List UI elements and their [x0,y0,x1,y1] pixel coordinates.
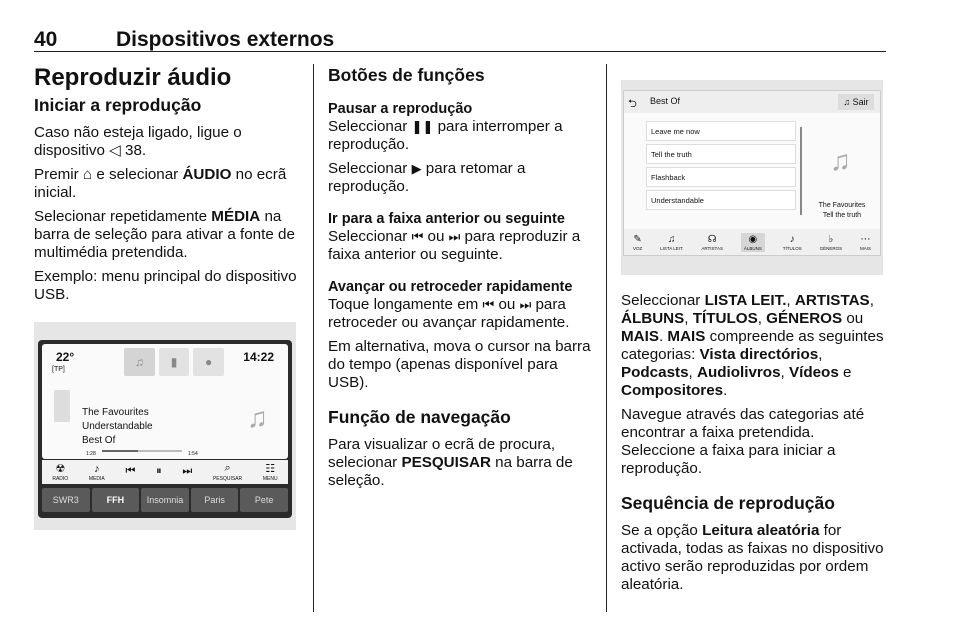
next-track-icon: ⏭ [519,297,532,312]
category-label: TÍTULOS [782,245,802,251]
category-button[interactable] [860,234,871,251]
preset-button[interactable]: Paris [191,488,239,512]
header-rule [34,51,886,52]
selection-bar-button[interactable] [182,465,192,479]
paragraph: Seleccionar ▶ para retomar a reprodução. [328,160,526,195]
column-1 [34,64,300,310]
preset-bar [42,488,288,512]
paragraph: Seleccionar ⏮ ou ⏭ para reproduzir a faixa anterior ou seguinte. [328,228,581,263]
list-item[interactable]: Flashback [646,167,796,187]
column-3 [621,292,887,600]
track-title: The Favourites [82,407,149,418]
section-heading: Reproduzir áudio [34,64,232,91]
browse-menu-screenshot [621,80,883,275]
button-label: RADIO [52,476,69,482]
tp-indicator: [TP] [52,366,65,373]
album-art-icon: ♫ [247,402,268,433]
device-icon [54,390,70,422]
usb-icon[interactable]: ▮ [159,348,190,376]
paragraph: Para visualizar o ecrã de procura, selecionar PESQUISAR na barra de seleção. [328,436,573,489]
list-item[interactable]: Leave me now [646,121,796,141]
category-label: LISTA LEIT. [660,245,684,251]
temperature: 22° [56,350,75,364]
category-label: VOZ [632,245,643,251]
page-number: 40 [34,28,58,51]
selection-bar [42,460,288,484]
category-button[interactable] [820,234,843,251]
selection-bar-button[interactable] [156,465,162,479]
pause-icon: ❚❚ [411,119,434,134]
subsection-heading: Sequência de reprodução [621,493,835,513]
category-button[interactable] [701,234,723,251]
button-icon: ☷ [265,463,276,475]
category-icon: ◉ [748,233,758,245]
subsection-title: Avançar ou retroceder rapidamente [328,279,573,295]
category-icon: ♪ [789,233,795,245]
home-icon: ⌂ [82,166,93,183]
subsection-title: Ir para a faixa anterior ou seguinte [328,211,565,227]
display-screen [42,344,288,459]
preset-button[interactable]: SWR3 [42,488,90,512]
subsection-title: Pausar a reprodução [328,101,473,117]
subsection-heading: Iniciar a reprodução [34,95,202,115]
category-label: MAIS [860,245,872,251]
button-icon: ⏭ [182,465,193,477]
preset-button[interactable]: Insomnia [141,488,189,512]
category-button[interactable] [741,233,765,252]
paragraph: Seleccionar LISTA LEIT., ARTISTAS, ÁLBUNS, TÍTULOS, GÉNEROS ou MAIS. MAIS compreende as seguintes categorias: Vista directórios, Podcasts, Audiolivros, Vídeos e Compositores. [621,292,884,399]
paragraph: Se a opção Leitura aleatória for activada, todas as faixas no dispositivo activo serão reproduzidas por ordem aleatória. [621,522,884,593]
info-artist: The Favourites [818,202,866,209]
category-icon: ♫ [668,233,676,245]
category-icon: ☊ [707,233,717,245]
album-art-icon: ♫ [830,145,851,176]
paragraph: Seleccionar ❚❚ para interromper a reprodução. [328,118,563,153]
subsection-heading: Função de navegação [328,407,511,427]
paragraph: Caso não esteja ligado, ligue o dispositivo ◁ 38. [34,124,242,159]
selection-bar-button[interactable] [89,463,105,482]
progress-fill [102,450,138,452]
column-divider-2 [606,64,607,612]
paragraph: Em alternativa, mova o cursor na barra do tempo (apenas disponível para USB). [328,338,591,391]
preset-button[interactable]: Pete [240,488,288,512]
category-button[interactable] [783,234,802,251]
category-icon: ⋯ [860,233,871,245]
paragraph: Selecionar repetidamente MÉDIA na barra de seleção para ativar a fonte de multimédia pretendida. [34,208,295,261]
button-icon: ⏮ [125,465,136,477]
button-icon: ⌕ [224,462,231,474]
scrollbar[interactable] [800,127,802,215]
display-frame [38,340,292,518]
clock: 14:22 [243,350,274,364]
progress-bar[interactable] [102,450,182,452]
button-label: PESQUISAR [212,476,243,482]
paragraph: Premir ⌂ e selecionar ÁUDIO no ecrã inicial. [34,166,287,201]
track-artist: Understandable [82,421,153,432]
selection-bar-button[interactable] [263,462,278,482]
section-heading: Botões de funções [328,65,485,85]
selection-bar-button[interactable] [125,465,135,479]
category-icon: ♭ [828,233,834,245]
play-icon: ▶ [411,161,422,176]
list-item[interactable]: Tell the truth [646,144,796,164]
paragraph: Navegue através das categorias até encontrar a faixa pretendida. Seleccione a faixa para iniciar a reprodução. [621,406,865,477]
exit-button[interactable]: ♫ Sair [838,94,874,110]
now-playing-info [804,201,880,221]
back-icon[interactable]: ⮌ [628,98,637,110]
category-icon: ✎ [633,233,642,245]
previous-track-icon: ⏮ [482,297,495,312]
track-list [646,121,796,213]
column-divider-1 [313,64,314,612]
paragraph: Exemplo: menu principal do dispositivo USB. [34,268,297,303]
category-label: GÉNEROS [819,245,843,251]
button-icon: ☢ [55,463,66,475]
display-screen [623,90,881,256]
info-track: Tell the truth [822,212,862,219]
time-elapsed: 1:28 [86,451,96,457]
next-track-icon: ⏭ [448,229,461,244]
paragraph: Toque longamente em ⏮ ou ⏭ para retroceder ou avançar rapidamente. [328,296,570,331]
column-2 [328,64,594,496]
category-button[interactable] [660,234,683,251]
list-title: Best Of [650,96,681,106]
usb-main-menu-screenshot [34,322,296,530]
button-label: MEDIA [88,475,105,482]
category-label: ARTISTAS [701,245,723,251]
button-icon: ♪ [94,462,100,475]
music-note-icon[interactable]: ♫ [124,348,155,376]
category-bar [624,229,880,255]
page-header [34,28,886,52]
bluetooth-icon[interactable]: ● [193,348,224,376]
page-title: Dispositivos externos [116,28,335,51]
title-bar [624,91,880,113]
button-icon: ⏸ [156,465,162,477]
selection-bar-button[interactable] [52,462,68,482]
category-label: ÁLBUNS [743,245,762,251]
preset-button[interactable]: FFH [92,488,140,512]
list-item[interactable]: Understandable [646,190,796,210]
previous-track-icon: ⏮ [411,229,424,244]
track-album: Best Of [82,435,116,446]
button-label: MENU [262,476,278,482]
category-button[interactable] [633,234,642,251]
time-total: 1:54 [188,451,198,457]
source-tabs [124,348,224,376]
selection-bar-button[interactable] [213,462,242,482]
